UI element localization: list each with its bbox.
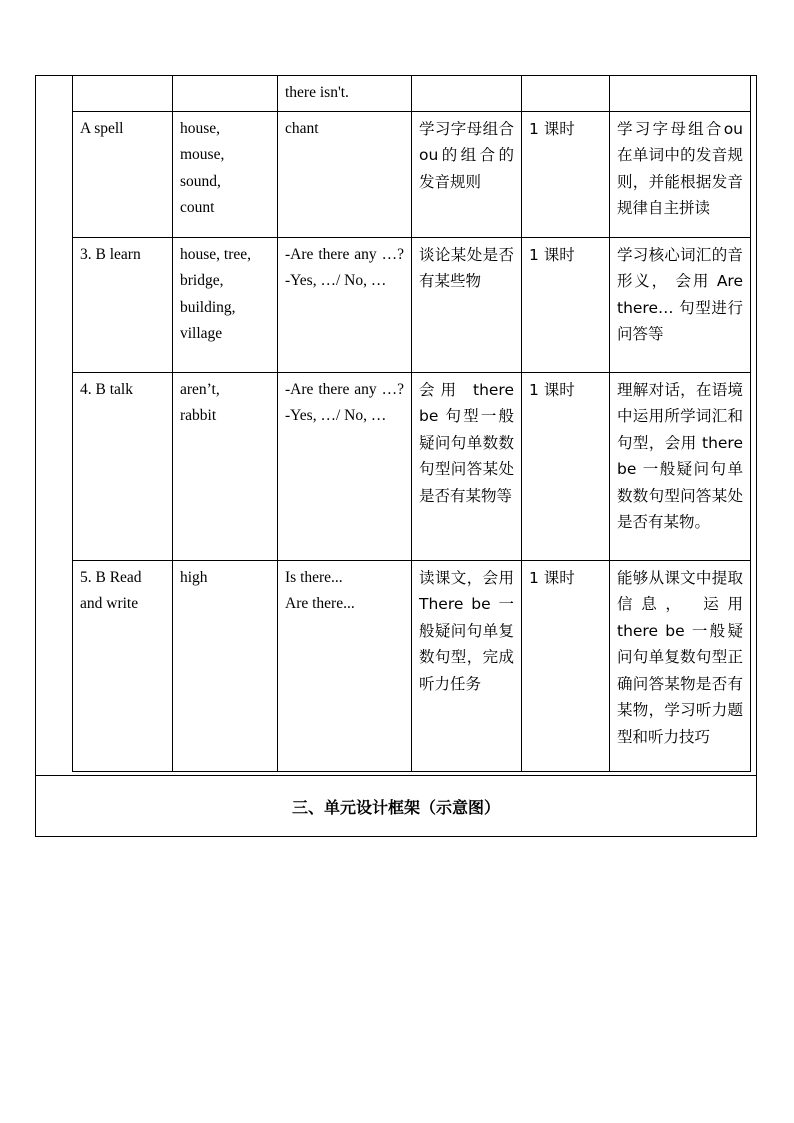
lesson-cell [73, 76, 173, 112]
table-row [73, 76, 751, 112]
time-cell: 1 课时 [522, 237, 610, 372]
pattern-cell: Is there... Are there... [278, 560, 412, 771]
lesson-cell: 4. B talk [73, 372, 173, 560]
activity-cell [412, 76, 522, 112]
time-cell: 1 课时 [522, 560, 610, 771]
goal-cell: 能够从课文中提取信息， 运用 there be 一般疑问句单复数句型正确问答某物是否有某物，学习听力题型和听力技巧 [610, 560, 751, 771]
pattern-cell: -Are there any …?-Yes, …/ No, … [278, 237, 412, 372]
vocab-cell: aren’t, rabbit [173, 372, 278, 560]
lesson-cell: 3. B learn [73, 237, 173, 372]
pattern-cell: there isn't. [278, 76, 412, 112]
goal-cell [610, 76, 751, 112]
table-row [73, 372, 751, 560]
time-cell: 1 课时 [522, 111, 610, 237]
pattern-cell: -Are there any …?-Yes, …/ No, … [278, 372, 412, 560]
table-row [73, 560, 751, 771]
activity-cell: 读课文，会用 There be 一般疑问句单复数句型，完成听力任务 [412, 560, 522, 771]
goal-cell: 学习字母组合ou 在单词中的发音规则，并能根据发音规律自主拼读 [610, 111, 751, 237]
lesson-plan-table [72, 75, 751, 772]
pattern-cell: chant [278, 111, 412, 237]
vocab-cell [173, 76, 278, 112]
vocab-cell: house, mouse, sound, count [173, 111, 278, 237]
lesson-cell: A spell [73, 111, 173, 237]
activity-cell: 会用 there be 句型一般疑问句单数数句型问答某处是否有某物等 [412, 372, 522, 560]
section-3-heading: 三、单元设计框架（示意图） [291, 798, 500, 817]
activity-cell: 谈论某处是否有某些物 [412, 237, 522, 372]
goal-cell: 理解对话，在语境中运用所学词汇和句型，会用 there be 一般疑问句单数数句型问答某处是否有某物。 [610, 372, 751, 560]
time-cell: 1 课时 [522, 372, 610, 560]
table-row [73, 111, 751, 237]
time-cell [522, 76, 610, 112]
activity-cell: 学习字母组合ou的组合的发音规则 [412, 111, 522, 237]
vocab-cell: high [173, 560, 278, 771]
lesson-cell: 5. B Read and write [73, 560, 173, 771]
table-row [73, 237, 751, 372]
vocab-cell: house, tree, bridge, building, village [173, 237, 278, 372]
goal-cell: 学习核心词汇的音形义， 会用 Are there… 句型进行问答等 [610, 237, 751, 372]
